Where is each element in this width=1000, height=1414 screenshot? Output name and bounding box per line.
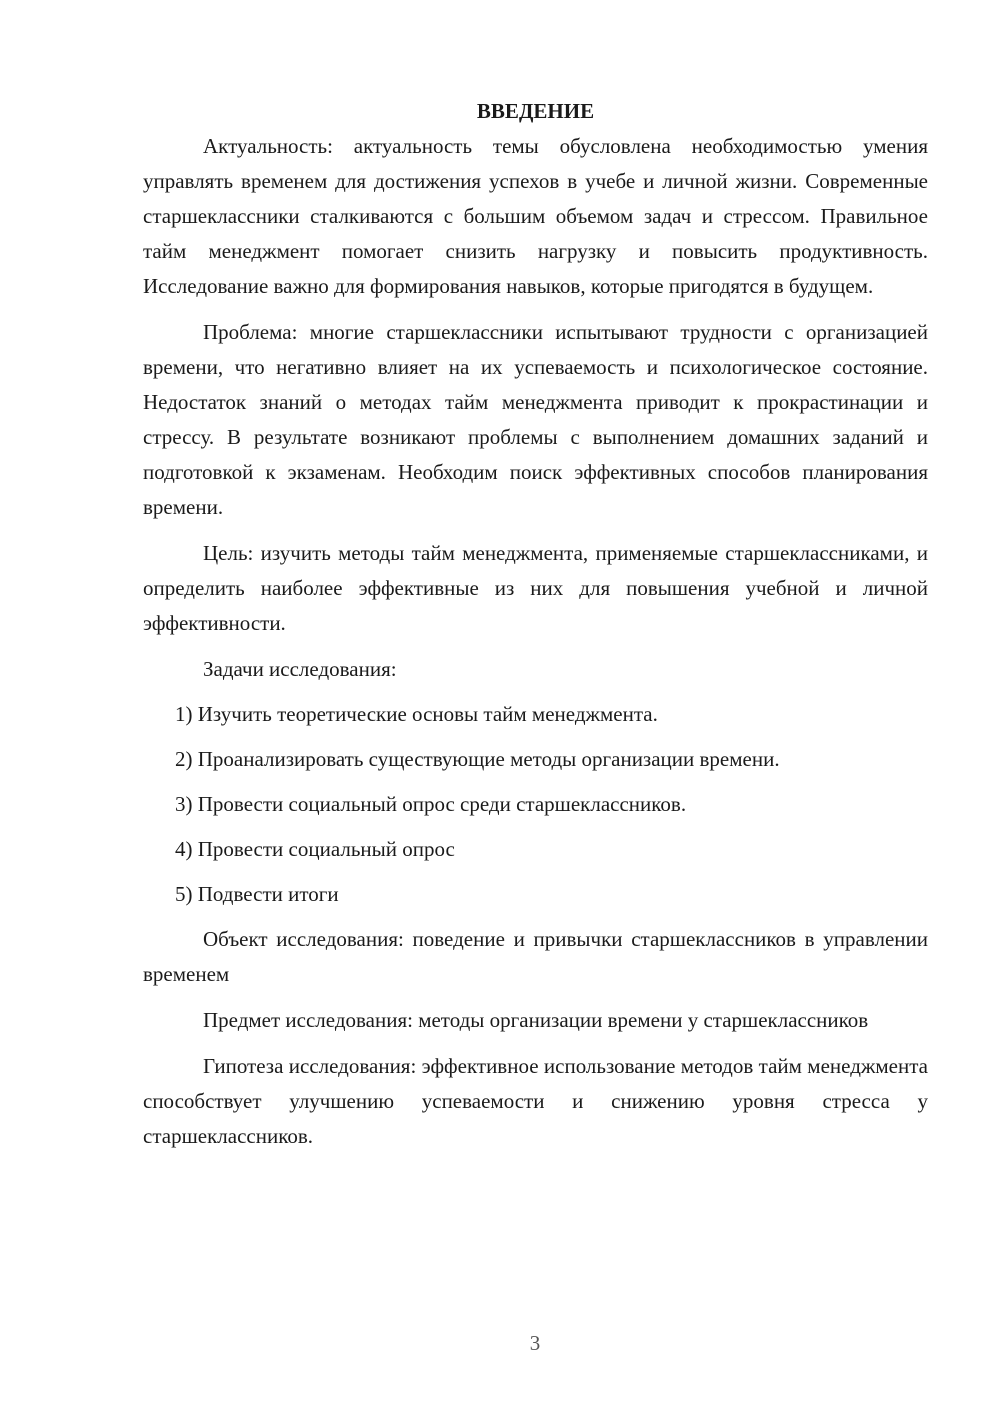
list-item: 4) Провести социальный опрос (175, 837, 455, 861)
document-page (143, 94, 928, 1154)
list-item: 1) Изучить теоретические основы тайм менеджмента. (175, 702, 658, 726)
paragraph-hypothesis: Гипотеза исследования: эффективное использование методов тайм менеджмента способствует улучшению успеваемости и снижению уровня стресса у старшеклассников. (143, 1054, 928, 1148)
document-title: ВВЕДЕНИЕ (476, 99, 595, 123)
list-item: 2) Проанализировать существующие методы организации времени. (175, 747, 780, 771)
paragraph-goal: Цель: изучить методы тайм менеджмента, применяемые старшеклассниками, и определить наиболее эффективные из них для повышения учебной и личной эффективности. (143, 541, 928, 635)
list-item: 5) Подвести итоги (175, 882, 339, 906)
paragraph-relevance: Актуальность: актуальность темы обусловлена необходимостью умения управлять временем для достижения успехов в учебе и личной жизни. Современные старшеклассники сталкиваются с большим объемом задач и стрессом. Правильное тайм менеджмент помогает снизить нагрузку и повысить продуктивность. Исследование важно для формирования навыков, которые пригодятся в будущем. (143, 134, 928, 298)
tasks-list (143, 697, 928, 912)
tasks-heading: Задачи исследования: (203, 657, 397, 681)
page-number: 3 (529, 1331, 541, 1355)
paragraph-problem: Проблема: многие старшеклассники испытывают трудности с организацией времени, что негативно влияет на их успеваемость и психологическое состояние. Недостаток знаний о методах тайм менеджмента приводит к прокрастинации и стрессу. В результате возникают проблемы с выполнением домашних заданий и подготовкой к экзаменам. Необходим поиск эффективных способов планирования времени. (143, 320, 928, 519)
paragraph-object: Объект исследования: поведение и привычки старшеклассников в управлении временем (143, 927, 928, 986)
list-item: 3) Провести социальный опрос среди старшеклассников. (175, 792, 687, 816)
paragraph-subject: Предмет исследования: методы организации времени у старшеклассников (203, 1008, 869, 1032)
